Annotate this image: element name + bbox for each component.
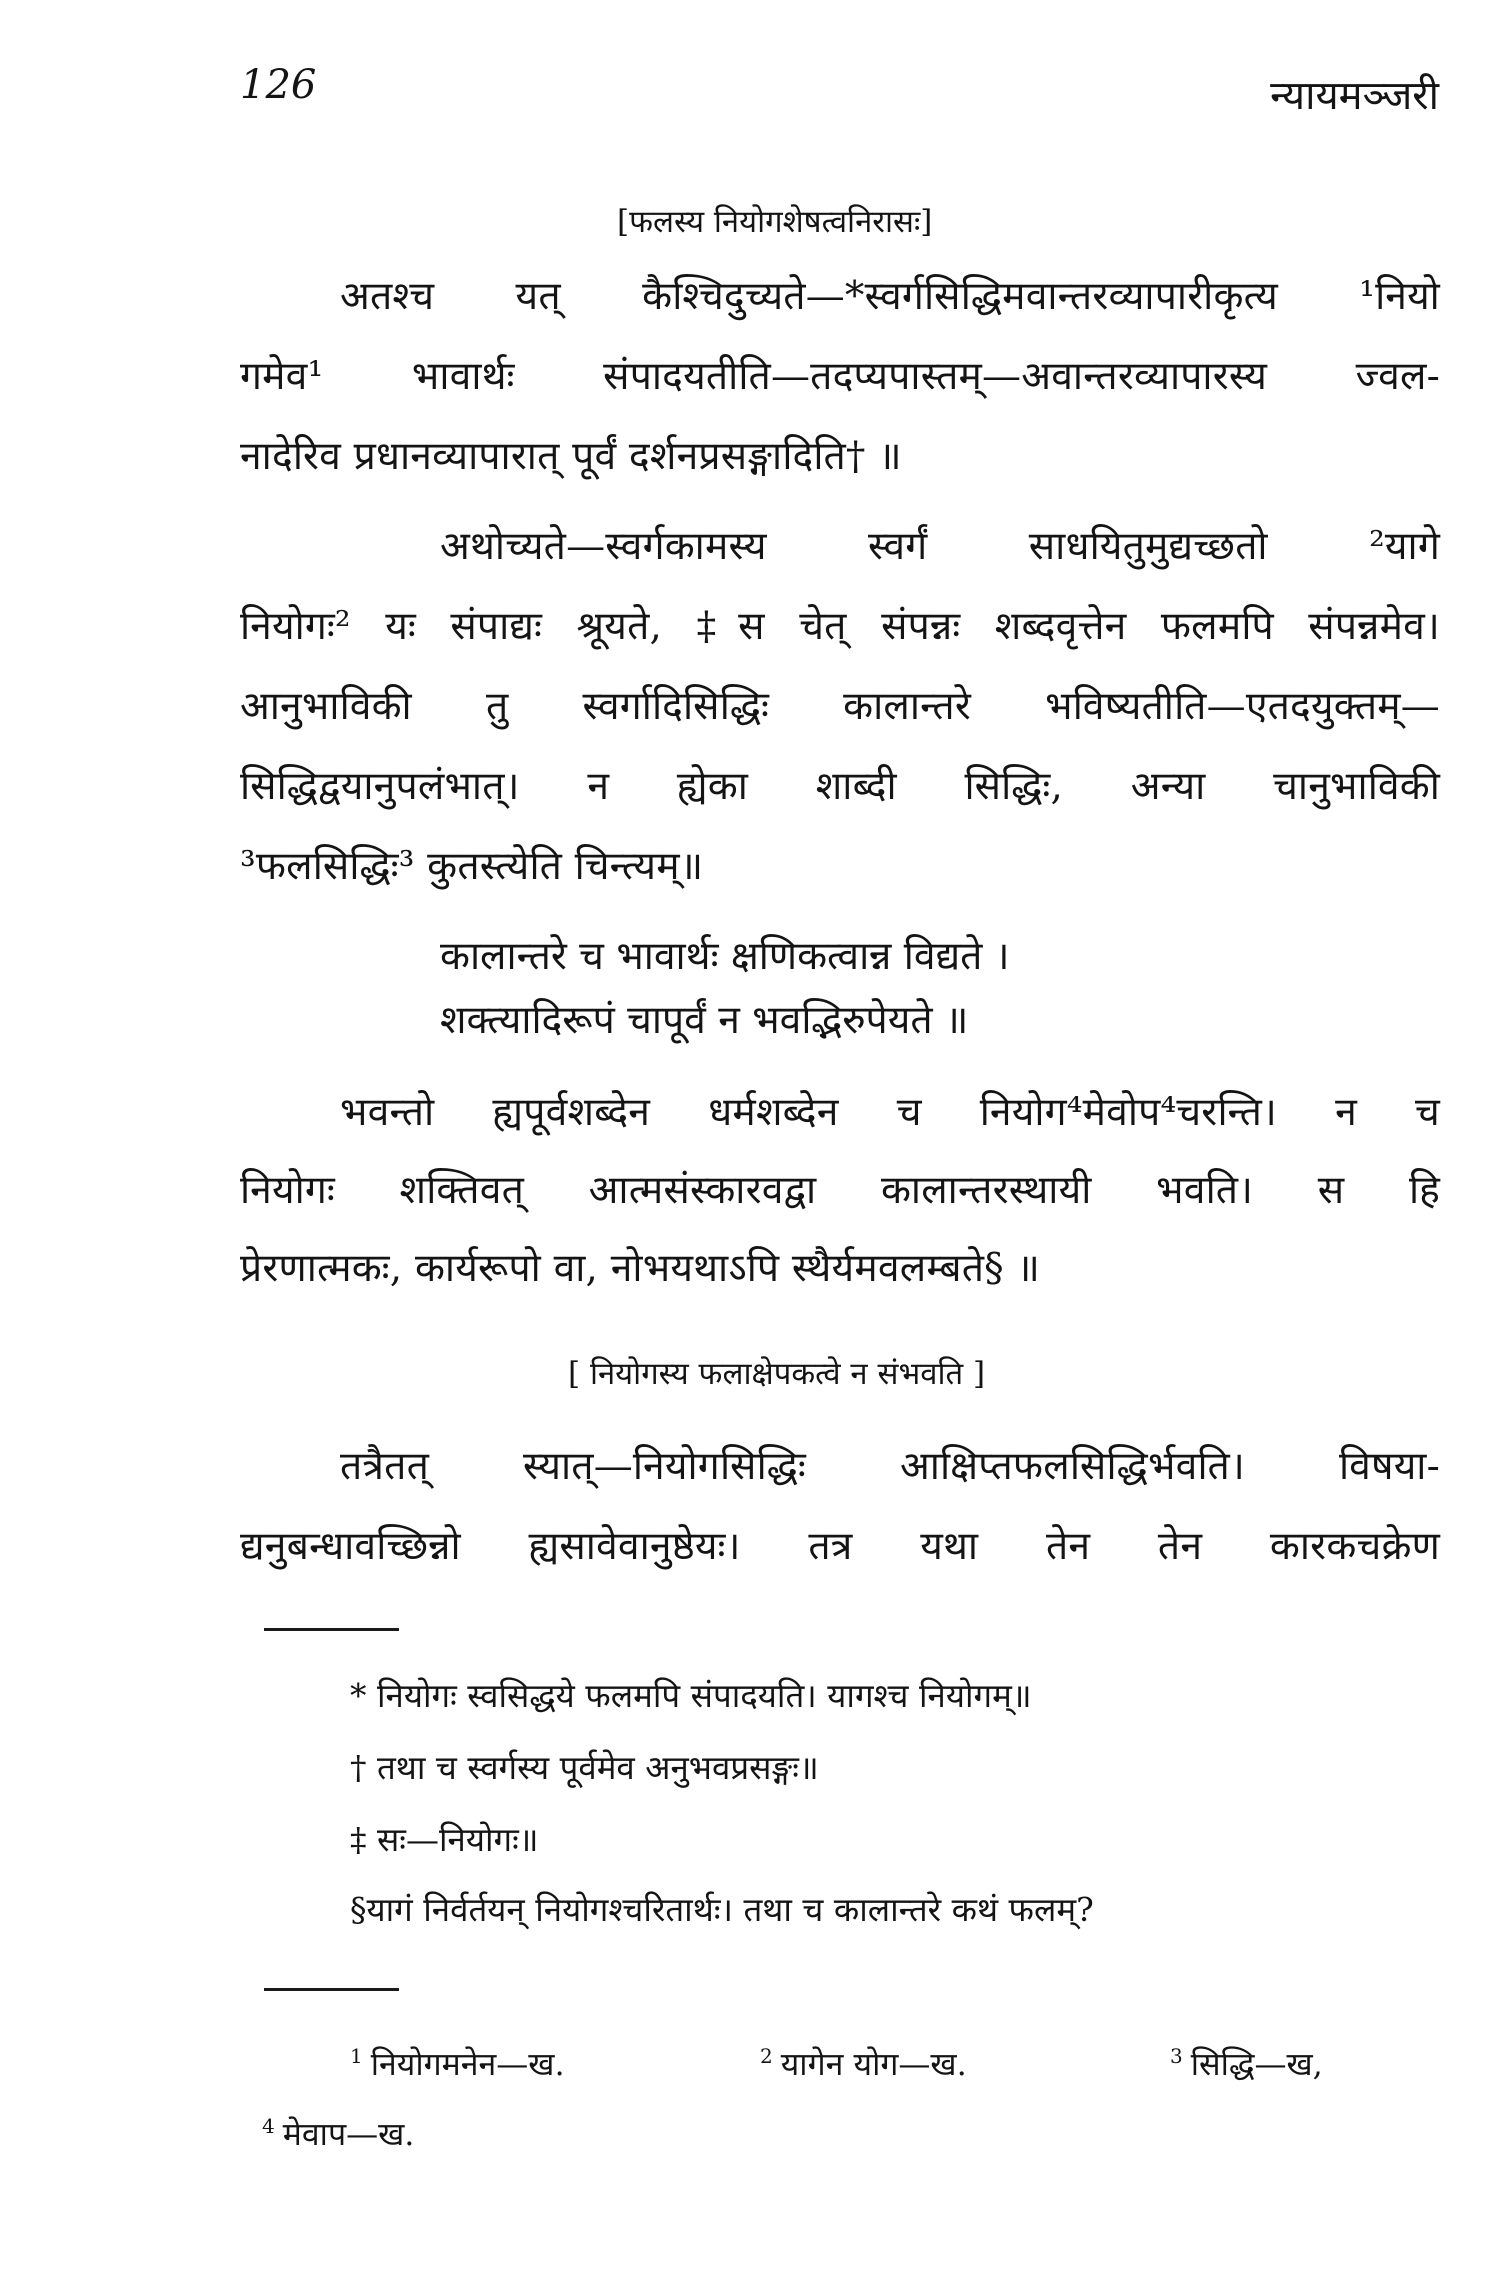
- paragraph-line: तत्रैतत् स्यात्—नियोगसिद्धिः आक्षिप्तफलसिद्धिर्भवति। विषया-: [340, 1444, 1440, 1489]
- editorial-note: † तथा च स्वर्गस्य पूर्वमेव अनुभवप्रसङ्गः॥: [350, 1748, 819, 1787]
- variant-mark: 1: [350, 2044, 363, 2069]
- variant-text: नियोगमनेन—ख.: [370, 2045, 565, 2083]
- paragraph-line: सिद्धिद्वयानुपलंभात्। न ह्येका शाब्दी सिद्धिः, अन्या चानुभाविकी: [240, 764, 1440, 809]
- paragraph-line: आनुभाविकी तु स्वर्गादिसिद्धिः कालान्तरे भविष्यतीति—एतदयुक्तम्—: [240, 684, 1440, 729]
- variant-text: सिद्धि—ख,: [1190, 2045, 1323, 2083]
- variant-mark: 4: [262, 2114, 275, 2139]
- paragraph-line: अतश्च यत् कैश्चिदुच्यते—*स्वर्गसिद्धिमवान्तरव्यापारीकृत्य ¹नियो: [340, 274, 1440, 319]
- paragraph-line: नियोगः शक्तिवत् आत्मसंस्कारवद्वा कालान्तरस्थायी भवति। स हि: [240, 1168, 1440, 1213]
- paragraph-line: प्रेरणात्मकः, कार्यरूपो वा, नोभयथाऽपि स्थैर्यमवलम्बते§ ॥: [240, 1246, 1041, 1291]
- variant-text: यागेन योग—ख.: [780, 2045, 967, 2083]
- variant-text: मेवाप—ख.: [282, 2115, 415, 2153]
- paragraph-line: गमेव¹ भावार्थः संपादयतीति—तदप्यपास्तम्—अवान्तरव्यापारस्य ज्वल-: [240, 354, 1440, 399]
- running-head: न्यायमञ्जरी: [1270, 73, 1439, 119]
- variant-reading: [350, 2042, 565, 2085]
- footnote-rule: [264, 1988, 399, 1991]
- paragraph-line: द्यनुबन्धावच्छिन्नो ह्यसावेवानुष्ठेयः। तत्र यथा तेन तेन कारकचक्रेण: [240, 1524, 1440, 1569]
- variant-reading: [262, 2112, 414, 2155]
- editorial-note: * नियोगः स्वसिद्धये फलमपि संपादयति। यागश्च नियोगम्॥: [350, 1676, 1032, 1715]
- variant-reading: [760, 2042, 967, 2085]
- paragraph-line: नियोगः² यः संपाद्यः श्रूयते, ‡स चेत् संपन्नः शब्दवृत्तेन फलमपि संपन्नमेव।: [240, 604, 1440, 649]
- paragraph-line: अथोच्यते—स्वर्गकामस्य स्वर्गं साधयितुमुद्यच्छतो ²यागे: [440, 524, 1440, 569]
- editorial-note: §यागं निर्वर्तयन् नियोगश्चरितार्थः। तथा च कालान्तरे कथं फलम्?: [350, 1890, 1094, 1929]
- variant-mark: 3: [1170, 2044, 1183, 2069]
- section-heading: [ नियोगस्य फलाक्षेपकत्वे न संभवति ]: [568, 1356, 986, 1392]
- variant-mark: 2: [760, 2044, 773, 2069]
- editorial-note: ‡ सः—नियोगः॥: [350, 1820, 539, 1859]
- paragraph-line: ³फलसिद्धिः³ कुतस्त्येति चिन्त्यम्॥: [240, 844, 704, 889]
- paragraph-line: नादेरिव प्रधानव्यापारात् पूर्वं दर्शनप्रसङ्गादिति† ॥: [240, 434, 902, 479]
- section-heading: [फलस्य नियोगशेषत्वनिरासः]: [617, 204, 933, 240]
- page-number: 126: [240, 62, 317, 108]
- verse-line: शक्त्यादिरूपं चापूर्वं न भवद्भिरुपेयते ॥: [440, 998, 969, 1043]
- verse-line: कालान्तरे च भावार्थः क्षणिकत्वान्न विद्यते ।: [440, 934, 1010, 979]
- paragraph-line: भवन्तो ह्यपूर्वशब्देन धर्मशब्देन च नियोग⁴मेवोप⁴चरन्ति। न च: [340, 1090, 1440, 1135]
- footnote-rule: [264, 1628, 399, 1631]
- variant-reading: [1170, 2042, 1323, 2085]
